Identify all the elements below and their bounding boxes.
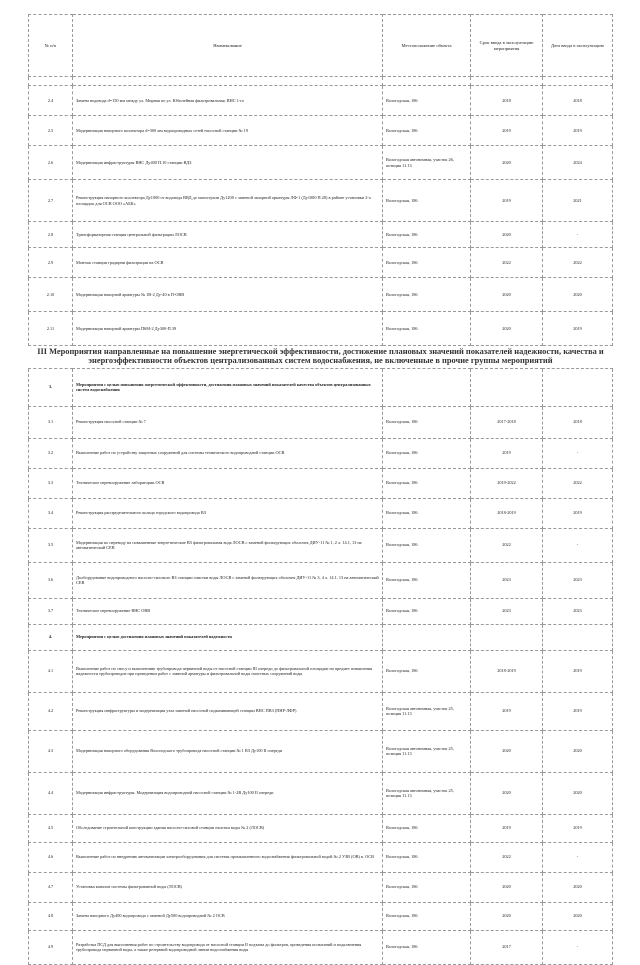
row-end: 2019 xyxy=(543,650,613,692)
table-row xyxy=(29,528,613,562)
row-end: 2020 xyxy=(543,872,613,902)
row-location: Вологодская, 186 xyxy=(383,468,471,498)
row-name: Модернизация по переводу на повышенные энергетические ВЗ фильтровальная вода ЛОСВ с заменой фильтрующих оболочек ДИУ-11 № 1, 2 л. 14.1, 13 на автоматический СЕВ xyxy=(73,528,383,562)
row-location: Вологодская, 186 xyxy=(383,438,471,468)
row-start: 2019 xyxy=(471,180,543,222)
row-start: 2019 xyxy=(471,814,543,842)
row-end: 2020 xyxy=(543,278,613,312)
row-location: Вологодская, 186 xyxy=(383,180,471,222)
row-start: 2022 xyxy=(471,528,543,562)
row-number: 3.3 xyxy=(29,468,73,498)
row-location: Вологодская, 186 xyxy=(383,814,471,842)
row-end xyxy=(543,368,613,406)
row-location: Вологодская автономная, участок 25, позиция 11.13 xyxy=(383,730,471,772)
header-start: Срок ввода в эксплуатацию мероприятия xyxy=(471,15,543,77)
table-row xyxy=(29,624,613,650)
row-number: 4.7 xyxy=(29,872,73,902)
row-number: 3.4 xyxy=(29,498,73,528)
row-location: Вологодская автономная, участок 25, позиция 11.13 xyxy=(383,692,471,730)
table-row xyxy=(29,930,613,964)
row-start: 2023 xyxy=(471,598,543,624)
row-end: - xyxy=(543,528,613,562)
table-row xyxy=(29,730,613,772)
row-start: 2018-2019 xyxy=(471,650,543,692)
table-row xyxy=(29,598,613,624)
row-start: 2022 xyxy=(471,842,543,872)
row-number: 3.5 xyxy=(29,528,73,562)
row-end: 2019 xyxy=(543,692,613,730)
row-start: 2020 xyxy=(471,278,543,312)
row-number: 4. xyxy=(29,624,73,650)
row-name: Модернизация напорной арматуры П6М-2 Ду300-П.39 xyxy=(73,312,383,346)
row-location: Вологодская, 186 xyxy=(383,562,471,598)
row-name: Трансформаторная станция центральной фильтрации ЛОСВ xyxy=(73,222,383,248)
row-location xyxy=(383,624,471,650)
row-name: Техническое перевооружение лаборатории ОСВ xyxy=(73,468,383,498)
row-start: 2022 xyxy=(471,248,543,278)
row-end xyxy=(543,624,613,650)
row-end: 2018 xyxy=(543,406,613,438)
row-start: 2019 xyxy=(471,438,543,468)
row-start: 2020 xyxy=(471,730,543,772)
row-end: 2020 xyxy=(543,902,613,930)
table-row xyxy=(29,438,613,468)
row-location: Вологодская, 186 xyxy=(383,406,471,438)
row-start: 2020 xyxy=(471,872,543,902)
row-number: 2.8 xyxy=(29,222,73,248)
table-row xyxy=(29,814,613,842)
row-number: 2.5 xyxy=(29,116,73,146)
table-row xyxy=(29,468,613,498)
table-row xyxy=(29,650,613,692)
row-number: 4.4 xyxy=(29,772,73,814)
row-name: Модернизация напорного коллектора d=300 мм водопроводных сетей насосной станции № 19 xyxy=(73,116,383,146)
row-end: 2023 xyxy=(543,598,613,624)
row-end: - xyxy=(543,438,613,468)
row-name: Замена напорного Ду400 водопровода с заменой Ду500 водопроводной № 2 ОСВ xyxy=(73,902,383,930)
row-end: 2022 xyxy=(543,248,613,278)
row-number: 4.9 xyxy=(29,930,73,964)
row-number: 4.2 xyxy=(29,692,73,730)
row-location: Вологодская, 186 xyxy=(383,116,471,146)
row-name: Реконструкция инфраструктуры и модернизация узла заменой насосной подкачивающей станции ВНС ПВЗ (ПНР-ЛФР) xyxy=(73,692,383,730)
row-name: Выполнение работ по сносу и выполнению трубопровода первичной воды от насосной станции III очереди до фильтровальной площадки на предмет повышения надежности трубопроводов при проведении работ с заменой арматуры и фильтровальной воды очистных сооружений воды xyxy=(73,650,383,692)
row-number: 4.8 xyxy=(29,902,73,930)
row-start: 2020 xyxy=(471,146,543,180)
row-location: Вологодская, 186 xyxy=(383,930,471,964)
header-location: Местоположение объекта xyxy=(383,15,471,77)
row-number: 4.6 xyxy=(29,842,73,872)
row-location: Вологодская, 186 xyxy=(383,598,471,624)
row-end: - xyxy=(543,842,613,872)
row-end: 2019 xyxy=(543,116,613,146)
row-end: 2024 xyxy=(543,146,613,180)
row-start: 2018-2019 xyxy=(471,498,543,528)
row-name: Мероприятия с целью повышения энергетической эффективности, достижения плановых значений показателей качества объектов централизованных систем водоснабжения xyxy=(73,368,383,406)
row-location: Вологодская, 186 xyxy=(383,872,471,902)
row-number: 3.1 xyxy=(29,406,73,438)
row-name: Реконструкция напорного коллектора Ду1000 от водовода ВВД до магистрали Ду1200 с заменой запорной арматуры ЛФ-1 (Ду1000 П.20) в районе установки 2-х площадок для ОСВ ООО «АБК» xyxy=(73,180,383,222)
row-end: 2020 xyxy=(543,772,613,814)
row-number: 2.11 xyxy=(29,312,73,346)
row-number: 2.10 xyxy=(29,278,73,312)
row-location: Вологодская, 186 xyxy=(383,650,471,692)
row-start: 2020 xyxy=(471,902,543,930)
table-header-row xyxy=(29,15,613,77)
row-start: 2020 xyxy=(471,312,543,346)
row-start: 2020 xyxy=(471,772,543,814)
row-location: Вологодская, 186 xyxy=(383,86,471,116)
row-name: Мероприятия с целью достижения плановых значений показателей надежности xyxy=(73,624,383,650)
row-location: Вологодская, 186 xyxy=(383,498,471,528)
row-name: Модернизация напорной арматуры № 1В-2 Ду-40 в П-ОВВ xyxy=(73,278,383,312)
table-row xyxy=(29,368,613,406)
row-name: Выполнение работ по устройству защитных сооружений для системы технического водопроводной станции ОСВ xyxy=(73,438,383,468)
row-location: Вологодская, 186 xyxy=(383,248,471,278)
row-start: 2018 xyxy=(471,86,543,116)
row-location: Вологодская автономная, участок 26, позиция 11.13 xyxy=(383,146,471,180)
row-start: 2019-2022 xyxy=(471,468,543,498)
row-start xyxy=(471,624,543,650)
table-row xyxy=(29,146,613,180)
row-end: - xyxy=(543,930,613,964)
row-number: 2.7 xyxy=(29,180,73,222)
document-sheet xyxy=(28,14,612,965)
row-location: Вологодская, 186 xyxy=(383,528,471,562)
row-location: Вологодская, 186 xyxy=(383,902,471,930)
row-number: 3.6 xyxy=(29,562,73,598)
table-row xyxy=(29,312,613,346)
row-location xyxy=(383,368,471,406)
spacer-row xyxy=(29,77,613,86)
row-start: 2023 xyxy=(471,562,543,598)
row-end: 2021 xyxy=(543,180,613,222)
row-name: Модернизация напорного оборудования Вологодского трубопровода насосной станции № 1 ВЗ Ду100 II очереди xyxy=(73,730,383,772)
row-number: 2.4 xyxy=(29,86,73,116)
row-number: 3.2 xyxy=(29,438,73,468)
row-number: 3.7 xyxy=(29,598,73,624)
row-name: Выполнение работ по внедрению автоматизации электрооборудования для системы промышленного водоснабжения фильтровальной водой № 2 УЗВ (ОВ) в. ОСВ xyxy=(73,842,383,872)
row-end: - xyxy=(543,222,613,248)
table-row xyxy=(29,248,613,278)
row-name: Обследование строительной конструкции здания насосно-силовой станции очистки воды № 2 (ЛОСВ) xyxy=(73,814,383,842)
row-start: 2020 xyxy=(471,222,543,248)
row-name: Реконструкция распределительного кольца городского водопровода ВЗ xyxy=(73,498,383,528)
table-row xyxy=(29,842,613,872)
row-name: Разработка ПСД для выполнения работ по строительству водопровода от насосной станции II подъема до фильтров, проведения испытаний и подключения трубопровода первичной воды, а также резервной водопроводной линии водоснабжения воды xyxy=(73,930,383,964)
row-location: Вологодская, 186 xyxy=(383,312,471,346)
row-name: Дооборудование водопроводного насосно-силового ВЗ станции очистки воды ЛОСВ с заменой фильтрующих оболочек ДИУ-11 № 3, 4 л. 14.1, 13 на автоматический СЕВ xyxy=(73,562,383,598)
row-number: 4.1 xyxy=(29,650,73,692)
row-location: Вологодская, 186 xyxy=(383,278,471,312)
row-end: 2019 xyxy=(543,814,613,842)
table-row xyxy=(29,222,613,248)
row-location: Вологодская автономная, участок 25, позиция 11.13 xyxy=(383,772,471,814)
section-row xyxy=(29,346,613,369)
row-location: Вологодская, 186 xyxy=(383,842,471,872)
row-end: 2019 xyxy=(543,312,613,346)
header-num: № п/п xyxy=(29,15,73,77)
row-start: 2017-2018 xyxy=(471,406,543,438)
row-name: Реконструкция насосной станции № 7 xyxy=(73,406,383,438)
header-name: Наименование xyxy=(73,15,383,77)
row-name: Модернизация инфраструктуры ВНС Ду400 П.10 станции ВДЗ xyxy=(73,146,383,180)
row-start: 2017 xyxy=(471,930,543,964)
row-number: 4.5 xyxy=(29,814,73,842)
table-row xyxy=(29,872,613,902)
row-name: Монтаж станции градирни фильтрации на ОСВ xyxy=(73,248,383,278)
row-name: Техническое перевооружение ВНС ОВВ xyxy=(73,598,383,624)
row-end: 2018 xyxy=(543,86,613,116)
table-row xyxy=(29,902,613,930)
row-name: Установка каналов системы фильтрованной воды (ЛОСВ) xyxy=(73,872,383,902)
row-start: 2019 xyxy=(471,116,543,146)
row-end: 2020 xyxy=(543,730,613,772)
row-end: 2023 xyxy=(543,562,613,598)
row-name: Модернизация инфраструктуры. Модернизация водопроводной насосной станции № 1-2В Ду100 II очереди xyxy=(73,772,383,814)
table-row xyxy=(29,116,613,146)
table-row xyxy=(29,86,613,116)
row-number: 2.9 xyxy=(29,248,73,278)
row-end: 2022 xyxy=(543,468,613,498)
row-end: 2019 xyxy=(543,498,613,528)
header-end: Дата ввода в эксплуатацию xyxy=(543,15,613,77)
measures-table xyxy=(28,14,613,965)
row-start: 2019 xyxy=(471,692,543,730)
table-row xyxy=(29,562,613,598)
table-row xyxy=(29,498,613,528)
row-number: 2.6 xyxy=(29,146,73,180)
table-row xyxy=(29,278,613,312)
row-location: Вологодская, 186 xyxy=(383,222,471,248)
table-row xyxy=(29,180,613,222)
row-number: 3. xyxy=(29,368,73,406)
section-title: III Мероприятия направленные на повышение энергетической эффективности, достижение плановых значений показателей надежности, качества и энергоэффективности объектов централизованных систем водоснабжения, не включенные в прочие группы мероприятий xyxy=(29,346,613,369)
table-row xyxy=(29,406,613,438)
row-start xyxy=(471,368,543,406)
table-row xyxy=(29,692,613,730)
table-row xyxy=(29,772,613,814)
row-name: Замена водовода d=150 мм между ул. Мирная по ул. Юбилейная фильтровальная, ВНС 1-го xyxy=(73,86,383,116)
row-number: 4.3 xyxy=(29,730,73,772)
